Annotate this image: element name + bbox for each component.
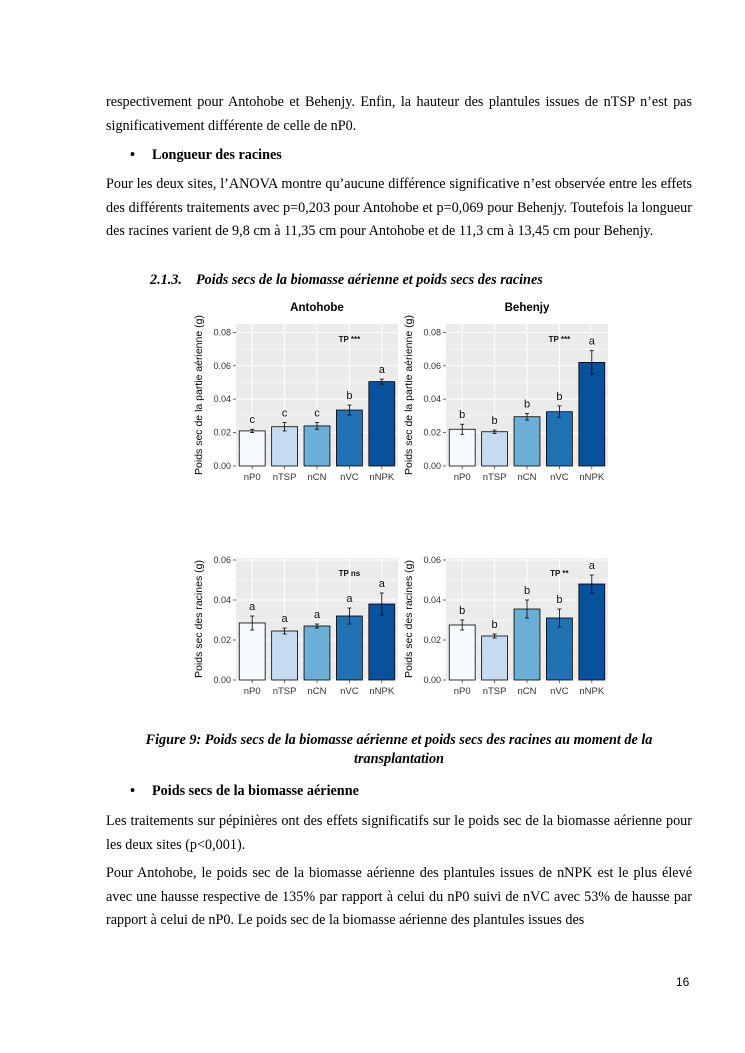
significance-letter: b: [556, 594, 563, 606]
chart-title: Behenjy: [504, 302, 550, 314]
significance-letter: b: [459, 605, 466, 617]
significance-letter: b: [491, 619, 498, 631]
section-title: Poids secs de la biomasse aérienne et poids secs des racines: [196, 272, 543, 288]
significance-annotation: TP ***: [548, 335, 571, 344]
x-tick-label: nCN: [307, 472, 327, 483]
bar: [239, 431, 265, 466]
paragraph-1: respectivement pour Antohobe et Behenjy. Enfin, la hauteur des plantules issues de nTSP n’est pas significativement différente de celle de nP0.: [106, 94, 692, 134]
x-tick-label: nP0: [243, 472, 261, 483]
significance-letter: b: [491, 415, 498, 428]
y-axis-label: Poids sec des racines (g): [403, 560, 415, 678]
bar: [272, 427, 298, 466]
y-tick-label: 0.08: [423, 327, 441, 338]
bullet-label: Longueur des racines: [152, 147, 282, 163]
significance-annotation: TP ns: [338, 569, 361, 578]
y-axis-label: Poids sec de la partie aérienne (g): [193, 315, 205, 475]
y-axis-label: Poids sec des racines (g): [193, 560, 205, 678]
chart-behenjy-racines: [396, 530, 614, 710]
x-tick-label: nVC: [550, 686, 569, 697]
significance-letter: a: [281, 613, 288, 625]
bar: [482, 432, 508, 466]
page-number: 16: [676, 975, 690, 989]
section-number: 2.1.3.: [150, 272, 182, 288]
bar: [514, 609, 540, 680]
bar: [449, 429, 475, 466]
significance-letter: a: [378, 364, 385, 377]
y-tick-label: 0.08: [213, 327, 231, 338]
x-tick-label: nVC: [340, 472, 359, 483]
x-tick-label: nP0: [243, 686, 261, 697]
bullet-icon: •: [130, 147, 135, 163]
significance-letter: b: [346, 390, 353, 403]
x-tick-label: nTSP: [272, 472, 297, 483]
significance-letter: a: [588, 335, 595, 348]
bar: [304, 426, 330, 466]
bar: [546, 412, 572, 466]
bar: [579, 362, 605, 466]
significance-letter: a: [249, 601, 256, 613]
significance-letter: c: [249, 414, 255, 427]
significance-letter: a: [313, 609, 321, 621]
x-tick-label: nNPK: [369, 472, 395, 483]
y-tick-label: 0.06: [213, 360, 231, 371]
bar: [369, 382, 395, 466]
bar: [579, 584, 605, 680]
significance-letter: b: [523, 398, 531, 411]
paragraph-3: Les traitements sur pépinières ont des effets significatifs sur le poids sec de la biomasse aérienne pour les deux sites (p<0,001).: [106, 813, 692, 853]
significance-letter: c: [281, 407, 288, 420]
y-tick-label: 0.00: [423, 675, 441, 685]
x-tick-label: nTSP: [482, 686, 507, 697]
x-tick-label: nNPK: [369, 686, 395, 697]
y-tick-label: 0.00: [213, 675, 231, 685]
significance-letter: b: [523, 585, 531, 597]
significance-annotation: TP **: [550, 569, 569, 578]
x-tick-label: nNPK: [579, 686, 605, 697]
chart-title: Antohobe: [290, 302, 344, 314]
section-heading: [150, 272, 543, 289]
chart-antohobe-aerienne: [186, 296, 404, 496]
x-tick-label: nNPK: [579, 472, 605, 483]
x-tick-label: nVC: [340, 686, 359, 697]
x-tick-label: nVC: [550, 472, 569, 483]
y-tick-label: 0.04: [213, 595, 231, 605]
chart-behenjy-aerienne: [396, 296, 614, 496]
bar: [449, 625, 475, 680]
significance-letter: a: [588, 560, 595, 572]
y-tick-label: 0.06: [213, 555, 231, 565]
bar: [369, 604, 395, 680]
bar: [272, 631, 298, 680]
bar: [239, 623, 265, 680]
y-tick-label: 0.02: [423, 635, 441, 645]
x-tick-label: nTSP: [272, 686, 297, 697]
y-tick-label: 0.02: [213, 427, 231, 438]
paragraph-2: Pour les deux sites, l’ANOVA montre qu’aucune différence significative n’est observée entre les effets des différents traitements avec p=0,203 pour Antohobe et p=0,069 pour Behenjy. Toutefois la longueur des racines varient de 9,8 cm à 11,35 cm pour Antohobe et de 11,3 cm à 13,45 cm pour Behenjy.: [106, 176, 692, 239]
y-tick-label: 0.02: [213, 635, 231, 645]
x-tick-label: nP0: [453, 472, 471, 483]
bullet-longueur-racines: [130, 145, 282, 165]
bullet-label: Poids secs de la biomasse aérienne: [152, 783, 359, 799]
y-tick-label: 0.06: [423, 360, 441, 371]
bar: [336, 410, 362, 466]
y-tick-label: 0.02: [423, 427, 441, 438]
bar: [304, 626, 330, 680]
y-tick-label: 0.00: [423, 461, 441, 471]
bar: [336, 616, 362, 680]
significance-annotation: TP ***: [338, 335, 361, 344]
bullet-icon: •: [130, 783, 135, 799]
significance-letter: b: [459, 409, 466, 422]
x-tick-label: nTSP: [482, 472, 507, 483]
y-tick-label: 0.00: [213, 461, 231, 471]
significance-letter: c: [314, 407, 320, 420]
x-tick-label: nCN: [307, 686, 327, 697]
significance-letter: a: [378, 578, 385, 590]
y-tick-label: 0.04: [213, 394, 231, 405]
x-tick-label: nP0: [453, 686, 471, 697]
y-tick-label: 0.06: [423, 555, 441, 565]
y-tick-label: 0.04: [423, 394, 441, 405]
y-tick-label: 0.04: [423, 595, 441, 605]
x-tick-label: nCN: [517, 686, 537, 697]
chart-antohobe-racines: [186, 530, 404, 710]
bar: [514, 417, 540, 466]
y-axis-label: Poids sec de la partie aérienne (g): [403, 315, 415, 475]
figure-caption: Figure 9: Poids secs de la biomasse aérienne et poids secs des racines au moment de la transplantation: [145, 732, 653, 767]
significance-letter: b: [556, 390, 563, 403]
bar: [482, 636, 508, 680]
significance-letter: a: [346, 593, 353, 605]
bullet-poids-secs-aerienne: [130, 781, 359, 801]
paragraph-4: Pour Antohobe, le poids sec de la biomasse aérienne des plantules issues de nNPK est le plus élevé avec une hausse respective de 135% par rapport à celui du nP0 suivi de nVC avec 53% de hausse par rapport à celui de nP0. Le poids sec de la biomasse aérienne des plantules issues des: [106, 865, 692, 928]
x-tick-label: nCN: [517, 472, 537, 483]
